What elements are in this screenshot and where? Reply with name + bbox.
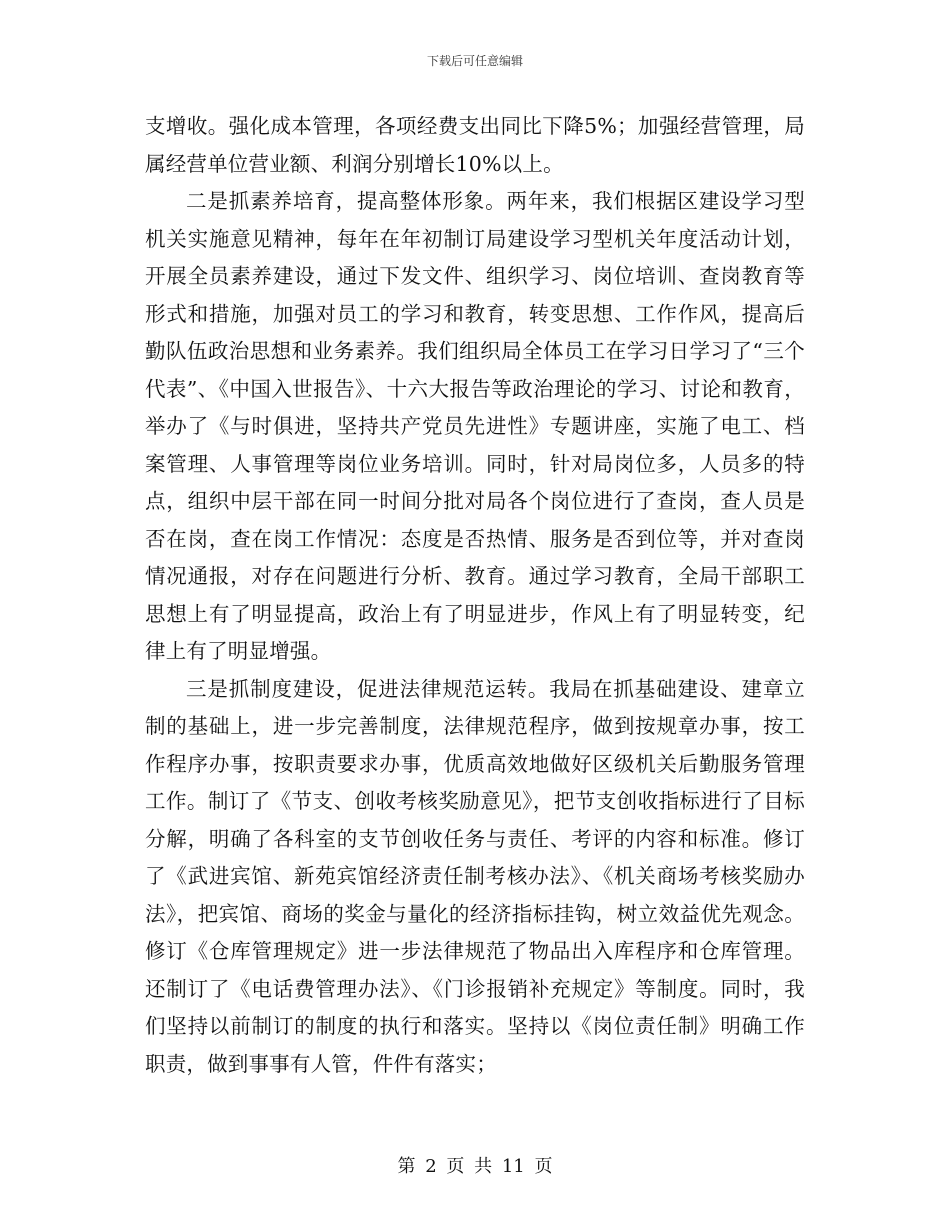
paragraph-continuation: 支增收。强化成本管理，各项经费支出同比下降5%；加强经营管理，局属经营单位营业额、利润分别增长10%以上。 [145,114,805,176]
page-number: 第 2 页 共 11 页 [397,1156,553,1177]
page-header: 下载后可任意编辑 [426,54,523,68]
paragraph-system-building: 三是抓制度建设，促进法律规范运转。我局在抓基础建设、建章立制的基础上，进一步完善制度，法律规范程序，做到按规章办事，按工作程序办事，按职责要求办事，优质高效地做好区级机关后勤服务管理工作。制订了《节支、创收考核奖励意见》，把节支创收指标进行了目标分解，明确了各科室的支节创收任务与责任、考评的内容和标准。修订了《武进宾馆、新苑宾馆经济责任制考核办法》、《机关商场考核奖励办法》，把宾馆、商场的奖金与量化的经济指标挂钩，树立效益优先观念。修订《仓库管理规定》进一步法律规范了物品出入库程序和仓库管理。还制订了《电话费管理办法》、《门诊报销补充规定》等制度。同时，我们坚持以前制订的制度的执行和落实。坚持以《岗位责任制》明确工作职责，做到事事有人管，件件有落实； [145,676,805,1076]
document-body [145,108,805,1083]
paragraph-quality-training: 二是抓素养培育，提高整体形象。两年来，我们根据区建设学习型机关实施意见精神，每年在年初制订局建设学习型机关年度活动计划，开展全员素养建设，通过下发文件、组织学习、岗位培训、查岗教育等形式和措施，加强对员工的学习和教育，转变思想、工作作风，提高后勤队伍政治思想和业务素养。我们组织局全体员工在学习日学习了“三个代表”、《中国入世报告》、十六大报告等政治理论的学习、讨论和教育，举办了《与时俱进，坚持共产党员先进性》专题讲座，实施了电工、档案管理、人事管理等岗位业务培训。同时，针对局岗位多，人员多的特点，组织中层干部在同一时间分批对局各个岗位进行了查岗，查人员是否在岗，查在岗工作情况：态度是否热情、服务是否到位等，并对查岗情况通报，对存在问题进行分析、教育。通过学习教育，全局干部职工思想上有了明显提高，政治上有了明显进步，作风上有了明显转变，纪律上有了明显增强。 [145,189,805,663]
